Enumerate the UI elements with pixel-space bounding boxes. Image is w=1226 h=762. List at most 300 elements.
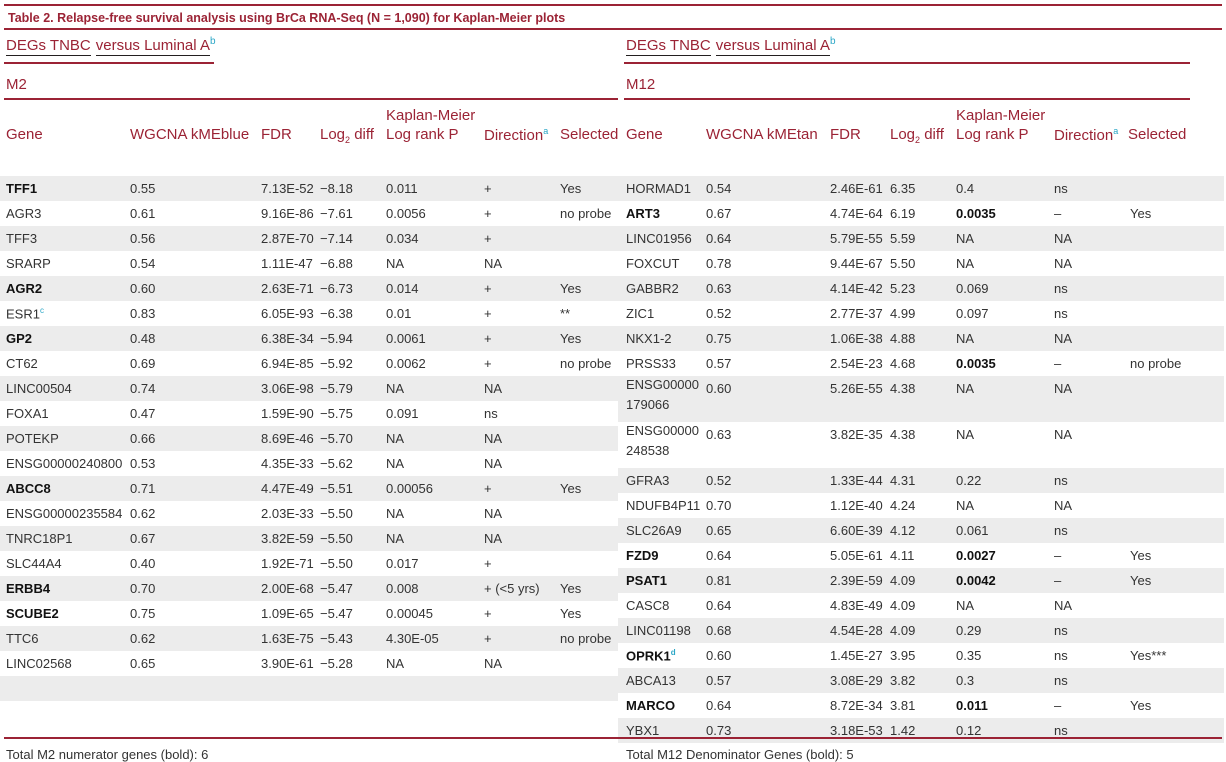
cell-logrank: 0.0035 xyxy=(956,206,996,221)
cell-gene: GP2 xyxy=(6,331,33,346)
cell-kme: 0.62 xyxy=(130,506,156,521)
table-row xyxy=(0,426,618,451)
cell-direction: – xyxy=(1054,356,1062,371)
cell-direction: NA xyxy=(484,431,503,446)
cell-logrank: 0.12 xyxy=(956,723,982,738)
cell-gene: LINC01198 xyxy=(626,623,691,638)
cell-fdr: 2.39E-59 xyxy=(830,573,883,588)
table-row xyxy=(618,276,1224,301)
cell-direction: + xyxy=(484,231,492,246)
table-row xyxy=(0,576,618,601)
cell-gene: GFRA3 xyxy=(626,473,670,488)
cell-kme: 0.48 xyxy=(130,331,156,346)
right-table-body xyxy=(618,176,1224,743)
cell-log2: 4.68 xyxy=(890,356,916,371)
cell-selected: Yes xyxy=(1130,548,1152,563)
cell-fdr: 3.08E-29 xyxy=(830,673,883,688)
cell-direction: – xyxy=(1054,698,1062,713)
left-table-body xyxy=(0,176,618,701)
cell-logrank: 0.014 xyxy=(386,281,419,296)
cell-direction: NA xyxy=(484,381,503,396)
cell-log2: −6.88 xyxy=(320,256,353,271)
cell-fdr: 1.92E-71 xyxy=(261,556,314,571)
cell-direction: NA xyxy=(1054,256,1073,271)
cell-fdr: 6.05E-93 xyxy=(261,306,314,321)
col-selected: Selected xyxy=(560,126,619,143)
cell-logrank: 0.0027 xyxy=(956,548,996,563)
cell-gene: TNRC18P1 xyxy=(6,531,73,546)
col-logrank: Log rank P xyxy=(386,126,459,143)
table-row xyxy=(0,301,618,326)
col-log2: Log$_2$ diff xyxy=(320,126,374,145)
cell-selected: Yes xyxy=(1130,698,1152,713)
cell-log2: −5.62 xyxy=(320,456,353,471)
cell-gene: SLC26A9 xyxy=(626,523,682,538)
cell-log2: −5.50 xyxy=(320,531,353,546)
cell-logrank: NA xyxy=(386,506,405,521)
module-rule xyxy=(624,98,1190,100)
cell-kme: 0.64 xyxy=(706,548,732,563)
cell-gene: SRARP xyxy=(6,256,51,271)
cell-gene: LINC00504 xyxy=(6,381,72,396)
cell-log2: 3.82 xyxy=(890,673,916,688)
cell-fdr: 2.03E-33 xyxy=(261,506,314,521)
cell-gene: SCUBE2 xyxy=(6,606,59,621)
cell-fdr: 6.38E-34 xyxy=(261,331,314,346)
cell-fdr: 3.82E-35 xyxy=(830,427,883,442)
cell-gene: AGR2 xyxy=(6,281,43,296)
cell-kme: 0.74 xyxy=(130,381,156,396)
cell-direction: NA xyxy=(484,456,503,471)
cell-selected: Yes xyxy=(560,481,582,496)
table-row xyxy=(0,176,618,201)
cell-gene: HORMAD1 xyxy=(626,181,692,196)
cell-logrank: 0.00045 xyxy=(386,606,433,621)
cell-fdr: 5.79E-55 xyxy=(830,231,883,246)
cell-kme: 0.70 xyxy=(130,581,156,596)
cell-selected: no probe xyxy=(1130,356,1182,371)
table-row xyxy=(618,618,1224,643)
cell-selected: ** xyxy=(560,306,571,321)
cell-kme: 0.73 xyxy=(706,723,732,738)
cell-fdr: 4.14E-42 xyxy=(830,281,883,296)
cell-kme: 0.61 xyxy=(130,206,156,221)
col-kme: WGCNA kMEtan xyxy=(706,126,818,143)
cell-gene: ENSG00000 179066 xyxy=(626,377,699,412)
table-row xyxy=(0,401,618,426)
cell-logrank: NA xyxy=(956,381,975,396)
cell-logrank: 0.29 xyxy=(956,623,982,638)
table-row xyxy=(0,351,618,376)
cell-logrank: NA xyxy=(956,256,975,271)
cell-kme: 0.68 xyxy=(706,623,732,638)
cell-selected: Yes xyxy=(560,181,582,196)
col-direction: Direction$^a$ xyxy=(484,126,549,144)
cell-logrank: NA xyxy=(386,431,405,446)
cell-selected: Yes*** xyxy=(1130,648,1167,663)
cell-log2: −7.14 xyxy=(320,231,353,246)
cell-gene: NKX1-2 xyxy=(626,331,672,346)
cell-log2: −5.70 xyxy=(320,431,353,446)
table-row xyxy=(618,226,1224,251)
cell-logrank: NA xyxy=(386,381,405,396)
cell-gene: AGR3 xyxy=(6,206,42,221)
footnote-b: b xyxy=(829,36,836,47)
cell-kme: 0.64 xyxy=(706,598,732,613)
cell-logrank: 0.069 xyxy=(956,281,989,296)
cell-log2: −6.38 xyxy=(320,306,353,321)
cell-logrank: 0.3 xyxy=(956,673,975,688)
cell-direction: – xyxy=(1054,573,1062,588)
module-label: M12 xyxy=(626,76,656,93)
cell-gene: ART3 xyxy=(626,206,660,221)
cell-fdr: 1.45E-27 xyxy=(830,648,883,663)
cell-kme: 0.69 xyxy=(130,356,156,371)
cell-selected: no probe xyxy=(560,631,612,646)
cell-fdr: 7.13E-52 xyxy=(261,181,314,196)
cell-logrank: 0.35 xyxy=(956,648,982,663)
cell-logrank: 0.034 xyxy=(386,231,419,246)
cell-gene: LINC02568 xyxy=(6,656,72,671)
cell-kme: 0.63 xyxy=(706,281,732,296)
cell-fdr: 2.46E-61 xyxy=(830,181,883,196)
table-row xyxy=(618,176,1224,201)
cell-log2: 4.88 xyxy=(890,331,916,346)
cell-fdr: 1.09E-65 xyxy=(261,606,314,621)
cell-fdr: 5.26E-55 xyxy=(830,381,883,396)
cell-selected: Yes xyxy=(560,581,582,596)
bottom-rule xyxy=(4,737,1222,739)
cell-gene: ENSG00000 248538 xyxy=(626,423,699,458)
cell-log2: 4.38 xyxy=(890,381,916,396)
cell-log2: 4.09 xyxy=(890,623,916,638)
cell-fdr: 1.63E-75 xyxy=(261,631,314,646)
cell-gene: TTC6 xyxy=(6,631,39,646)
cell-kme: 0.71 xyxy=(130,481,156,496)
col-gene: Gene xyxy=(626,126,663,143)
cell-log2: 4.99 xyxy=(890,306,916,321)
cell-direction: ns xyxy=(484,406,498,421)
cell-fdr: 6.60E-39 xyxy=(830,523,883,538)
cell-gene: YBX1 xyxy=(626,723,660,738)
cell-gene: TFF3 xyxy=(6,231,38,246)
cell-gene: FZD9 xyxy=(626,548,659,563)
cell-fdr: 4.74E-64 xyxy=(830,206,883,221)
left-footer: Total M2 numerator genes (bold): 6 xyxy=(6,747,209,762)
cell-kme: 0.53 xyxy=(130,456,156,471)
col-gene: Gene xyxy=(6,126,43,143)
cell-logrank: 0.008 xyxy=(386,581,419,596)
cell-gene: ENSG00000235584 xyxy=(6,506,123,521)
cell-logrank: NA xyxy=(386,456,405,471)
cell-logrank: 4.30E-05 xyxy=(386,631,439,646)
cell-gene: ZIC1 xyxy=(626,306,655,321)
table-row xyxy=(618,568,1224,593)
col-fdr: FDR xyxy=(261,126,292,143)
cell-logrank: 0.0062 xyxy=(386,356,426,371)
cell-kme: 0.81 xyxy=(706,573,732,588)
table-row xyxy=(0,501,618,526)
cell-logrank: NA xyxy=(386,256,405,271)
cell-direction: NA xyxy=(484,656,503,671)
table-row xyxy=(0,476,618,501)
km-header: Kaplan-Meier xyxy=(956,107,1046,124)
cell-log2: 1.42 xyxy=(890,723,916,738)
cell-kme: 0.57 xyxy=(706,356,732,371)
cell-direction: + xyxy=(484,631,492,646)
cell-logrank: NA xyxy=(956,331,975,346)
deg-versus-label: versus Luminal A xyxy=(95,37,210,54)
cell-gene: FOXA1 xyxy=(6,406,49,421)
cell-fdr: 4.35E-33 xyxy=(261,456,314,471)
cell-kme: 0.65 xyxy=(130,656,156,671)
table-row xyxy=(0,451,618,476)
table-row xyxy=(0,326,618,351)
cell-fdr: 3.90E-61 xyxy=(261,656,314,671)
header-rule xyxy=(624,62,1190,64)
cell-logrank: 0.097 xyxy=(956,306,989,321)
module-label: M2 xyxy=(6,76,27,93)
cell-direction: NA xyxy=(1054,331,1073,346)
table-row xyxy=(0,201,618,226)
cell-log2: 3.81 xyxy=(890,698,916,713)
table-row xyxy=(618,668,1224,693)
cell-fdr: 9.44E-67 xyxy=(830,256,883,271)
header-rule xyxy=(4,62,214,64)
cell-direction: + xyxy=(484,481,492,496)
cell-kme: 0.57 xyxy=(706,673,732,688)
cell-selected: Yes xyxy=(560,606,582,621)
table-row xyxy=(0,251,618,276)
cell-gene: TFF1 xyxy=(6,181,38,196)
cell-log2: 4.11 xyxy=(890,548,915,563)
cell-kme: 0.54 xyxy=(706,181,732,196)
cell-logrank: 0.4 xyxy=(956,181,975,196)
table-row xyxy=(0,526,618,551)
cell-logrank: 0.017 xyxy=(386,556,419,571)
cell-kme: 0.67 xyxy=(706,206,732,221)
cell-kme: 0.52 xyxy=(706,473,732,488)
cell-logrank: 0.01 xyxy=(386,306,412,321)
table-row xyxy=(0,551,618,576)
cell-direction: ns xyxy=(1054,673,1068,688)
col-kme: WGCNA kMEblue xyxy=(130,126,250,143)
cell-log2: −8.18 xyxy=(320,181,353,196)
cell-direction: + xyxy=(484,331,492,346)
right-footer: Total M12 Denominator Genes (bold): 5 xyxy=(626,747,854,762)
cell-log2: −5.43 xyxy=(320,631,353,646)
cell-logrank: 0.22 xyxy=(956,473,982,488)
cell-log2: 4.09 xyxy=(890,573,916,588)
cell-log2: 6.19 xyxy=(890,206,916,221)
cell-fdr: 9.16E-86 xyxy=(261,206,314,221)
cell-log2: −5.47 xyxy=(320,606,353,621)
deg-heading xyxy=(626,36,836,54)
cell-log2: −5.92 xyxy=(320,356,353,371)
cell-kme: 0.75 xyxy=(130,606,156,621)
cell-kme: 0.83 xyxy=(130,306,156,321)
table-row xyxy=(618,518,1224,543)
cell-fdr: 1.59E-90 xyxy=(261,406,314,421)
table-row xyxy=(618,643,1224,668)
cell-log2: −7.61 xyxy=(320,206,353,221)
cell-fdr: 1.11E-47 xyxy=(261,256,313,271)
cell-kme: 0.78 xyxy=(706,256,732,271)
cell-kme: 0.67 xyxy=(130,531,156,546)
col-log2: Log$_2$ diff xyxy=(890,126,944,145)
cell-log2: −5.50 xyxy=(320,556,353,571)
cell-kme: 0.63 xyxy=(706,427,732,442)
footnote-b: b xyxy=(209,36,216,47)
cell-log2: 4.24 xyxy=(890,498,916,513)
cell-direction: ns xyxy=(1054,306,1068,321)
cell-kme: 0.47 xyxy=(130,406,156,421)
cell-gene: PRSS33 xyxy=(626,356,676,371)
cell-logrank: NA xyxy=(386,656,405,671)
table-row xyxy=(0,601,618,626)
cell-fdr: 2.54E-23 xyxy=(830,356,883,371)
cell-kme: 0.52 xyxy=(706,306,732,321)
cell-kme: 0.55 xyxy=(130,181,156,196)
table-row xyxy=(618,468,1224,493)
table-row xyxy=(0,651,618,676)
cell-logrank: 0.00056 xyxy=(386,481,433,496)
module-rule xyxy=(4,98,618,100)
cell-kme: 0.64 xyxy=(706,231,732,246)
table-row xyxy=(618,351,1224,376)
cell-fdr: 2.77E-37 xyxy=(830,306,883,321)
cell-log2: 5.59 xyxy=(890,231,916,246)
cell-log2: 4.09 xyxy=(890,598,916,613)
cell-fdr: 8.69E-46 xyxy=(261,431,314,446)
table-row xyxy=(618,201,1224,226)
cell-fdr: 8.72E-34 xyxy=(830,698,883,713)
table-row xyxy=(618,593,1224,618)
cell-log2: 5.50 xyxy=(890,256,916,271)
cell-fdr: 3.06E-98 xyxy=(261,381,314,396)
cell-fdr: 1.06E-38 xyxy=(830,331,883,346)
cell-fdr: 6.94E-85 xyxy=(261,356,314,371)
cell-log2: 3.95 xyxy=(890,648,916,663)
cell-direction: NA xyxy=(1054,498,1073,513)
cell-gene: PSAT1 xyxy=(626,573,667,588)
cell-direction: NA xyxy=(1054,598,1073,613)
cell-gene: CASC8 xyxy=(626,598,670,613)
table-title-bar xyxy=(4,4,1222,30)
table-row xyxy=(618,422,1224,468)
cell-direction: ns xyxy=(1054,181,1068,196)
table-row xyxy=(618,251,1224,276)
cell-logrank: 0.061 xyxy=(956,523,989,538)
deg-label: DEGs TNBC xyxy=(6,37,91,54)
cell-log2: 4.31 xyxy=(890,473,916,488)
table-row xyxy=(0,676,618,701)
cell-logrank: 0.0056 xyxy=(386,206,426,221)
cell-log2: −5.50 xyxy=(320,506,353,521)
table-row xyxy=(618,718,1224,743)
cell-selected: no probe xyxy=(560,206,612,221)
cell-direction: NA xyxy=(484,256,503,271)
cell-direction: – xyxy=(1054,206,1062,221)
cell-log2: 4.38 xyxy=(890,427,916,442)
cell-kme: 0.62 xyxy=(130,631,156,646)
cell-direction: NA xyxy=(1054,231,1073,246)
cell-log2: −5.51 xyxy=(320,481,353,496)
cell-direction: + xyxy=(484,306,492,321)
cell-logrank: NA xyxy=(386,531,405,546)
cell-fdr: 2.63E-71 xyxy=(261,281,314,296)
table-row xyxy=(0,376,618,401)
cell-direction: ns xyxy=(1054,281,1068,296)
col-logrank: Log rank P xyxy=(956,126,1029,143)
cell-direction: ns xyxy=(1054,523,1068,538)
cell-selected: Yes xyxy=(560,281,582,296)
col-fdr: FDR xyxy=(830,126,861,143)
cell-logrank: 0.011 xyxy=(956,698,988,713)
cell-logrank: 0.0042 xyxy=(956,573,996,588)
cell-kme: 0.56 xyxy=(130,231,156,246)
cell-kme: 0.66 xyxy=(130,431,156,446)
cell-fdr: 1.33E-44 xyxy=(830,473,883,488)
cell-logrank: 0.091 xyxy=(386,406,419,421)
cell-kme: 0.60 xyxy=(706,648,732,663)
km-header: Kaplan-Meier xyxy=(386,107,476,124)
cell-gene: ABCC8 xyxy=(6,481,51,496)
cell-selected: no probe xyxy=(560,356,612,371)
deg-label: DEGs TNBC xyxy=(626,37,711,54)
cell-direction: ns xyxy=(1054,723,1068,738)
cell-gene: GABBR2 xyxy=(626,281,679,296)
table-row xyxy=(618,326,1224,351)
cell-kme: 0.70 xyxy=(706,498,732,513)
cell-log2: −5.28 xyxy=(320,656,353,671)
cell-log2: 6.35 xyxy=(890,181,916,196)
cell-logrank: NA xyxy=(956,231,975,246)
cell-gene: FOXCUT xyxy=(626,256,680,271)
cell-direction: NA xyxy=(1054,381,1073,396)
cell-kme: 0.64 xyxy=(706,698,732,713)
cell-fdr: 3.82E-59 xyxy=(261,531,314,546)
table-row xyxy=(0,276,618,301)
table-row xyxy=(618,301,1224,326)
cell-gene: SLC44A4 xyxy=(6,556,62,571)
cell-logrank: NA xyxy=(956,498,975,513)
cell-direction: ns xyxy=(1054,473,1068,488)
table-row xyxy=(618,493,1224,518)
cell-logrank: 0.0061 xyxy=(386,331,426,346)
cell-selected: Yes xyxy=(560,331,582,346)
col-selected: Selected xyxy=(1128,126,1187,143)
cell-log2: −5.47 xyxy=(320,581,353,596)
cell-gene: NDUFB4P11 xyxy=(626,498,701,513)
col-direction: Direction$^a$ xyxy=(1054,126,1119,144)
table-row xyxy=(618,693,1224,718)
cell-direction: NA xyxy=(1054,427,1073,442)
table-title: Table 2. Relapse-free survival analysis using BrCa RNA-Seq (N = 1,090) for Kaplan-Meier plots xyxy=(8,11,566,25)
cell-gene: ENSG00000240800 xyxy=(6,456,123,471)
cell-gene: MARCO xyxy=(626,698,676,713)
cell-direction: + xyxy=(484,356,492,371)
cell-fdr: 1.12E-40 xyxy=(830,498,883,513)
table-row xyxy=(0,626,618,651)
cell-log2: −5.75 xyxy=(320,406,353,421)
cell-kme: 0.65 xyxy=(706,523,732,538)
cell-direction: + xyxy=(484,556,492,571)
cell-fdr: 3.18E-53 xyxy=(830,723,883,738)
cell-direction: ns xyxy=(1054,648,1068,663)
cell-gene: ERBB4 xyxy=(6,581,51,596)
cell-direction: + xyxy=(484,181,492,196)
